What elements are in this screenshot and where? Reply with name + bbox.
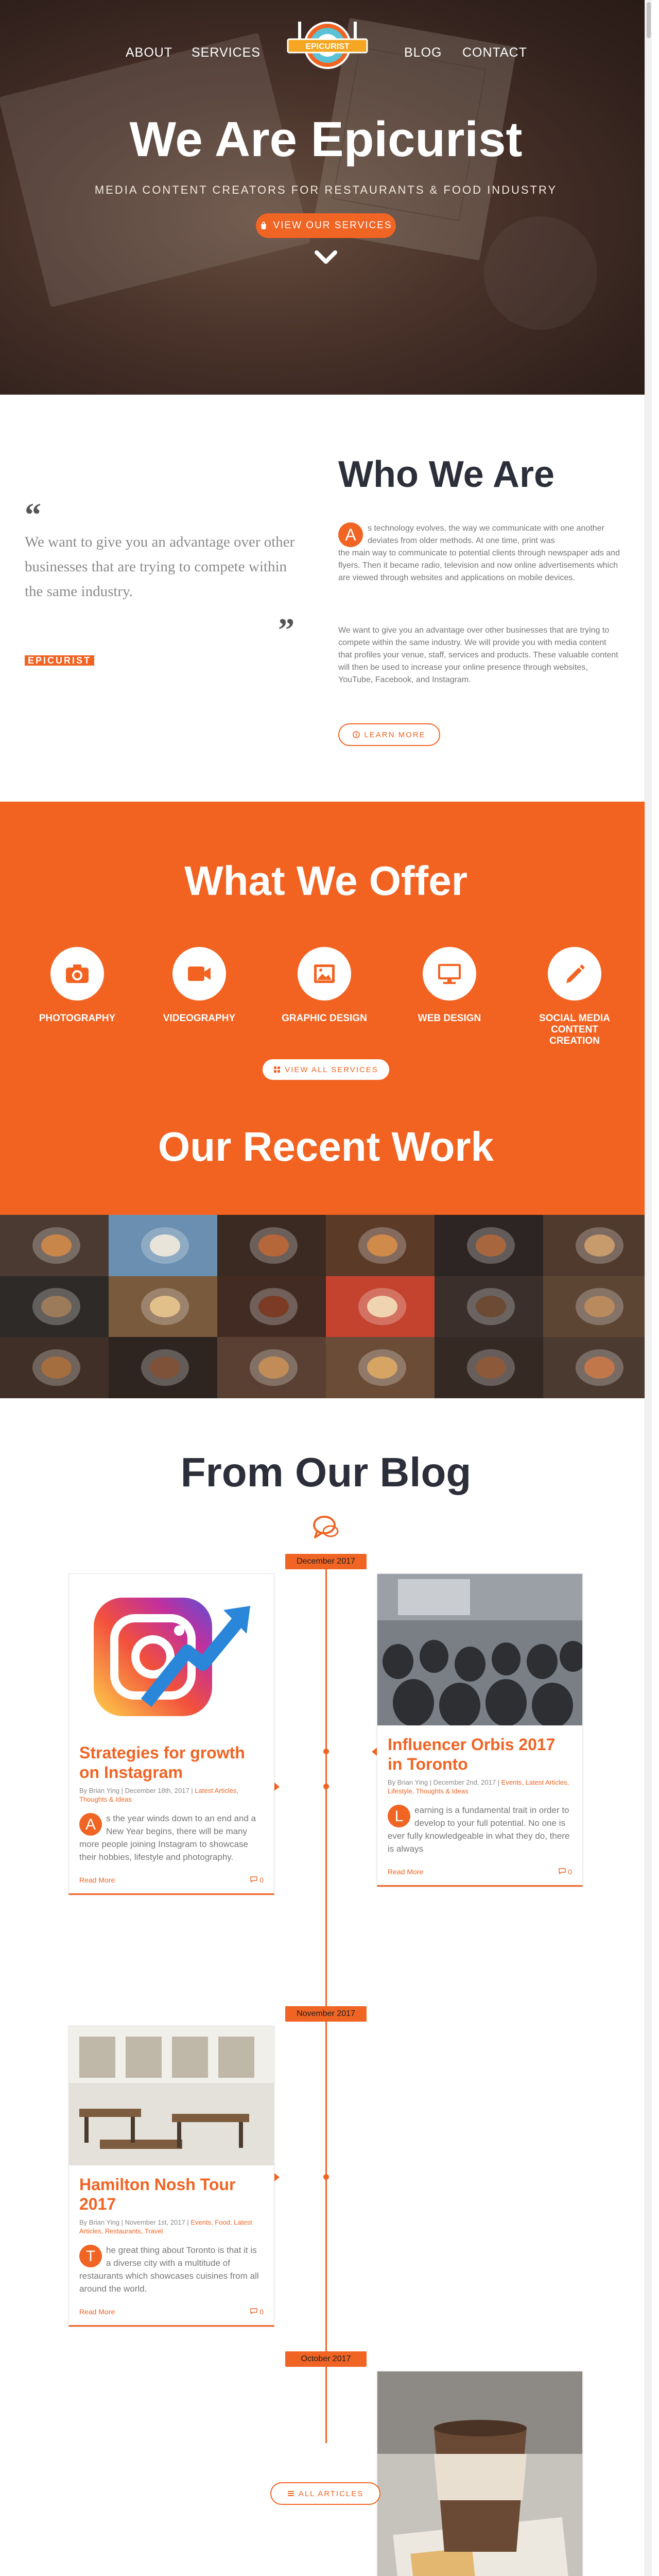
gallery-image[interactable] xyxy=(109,1337,217,1398)
gallery-image[interactable] xyxy=(326,1337,435,1398)
blog-card[interactable]: Hamilton Nosh Tour 2017 By Brian Ying | November 1st, 2017 | Events, Food, Latest Articles, Restaurants, Travel T he great thing about Toronto is that it is a diverse city with a multitude of restaurants which showcases cuisines from all around the world. Read More 0 xyxy=(68,2026,274,2327)
comment-icon xyxy=(250,2308,257,2314)
comment-count-value: 0 xyxy=(259,2308,264,2316)
gallery-image[interactable] xyxy=(0,1215,109,1276)
post-date: December 2nd, 2017 xyxy=(433,1778,496,1786)
post-title[interactable]: Influencer Orbis 2017 in Toronto xyxy=(388,1735,556,1773)
post-excerpt: s the year winds down to an end and a New Year begins, there will be many more people joining Instagram to showcase their hobbies, lifestyle and photography. xyxy=(79,1814,256,1862)
comment-icon xyxy=(559,1868,566,1874)
gallery-image[interactable] xyxy=(109,1276,217,1337)
post-image[interactable] xyxy=(69,1574,274,1734)
gallery-image[interactable] xyxy=(217,1276,326,1337)
post-date: November 1st, 2017 xyxy=(125,2218,185,2226)
who-paragraph-1-start: s technology evolves, the way we communicate with one another deviates from older methods. At one time, print was xyxy=(368,524,604,545)
bag-icon xyxy=(259,222,268,230)
view-services-button[interactable] xyxy=(256,213,396,238)
gallery-image[interactable] xyxy=(217,1215,326,1276)
instagram-growth-illustration xyxy=(69,1574,274,1734)
what-we-offer-title: What We Offer xyxy=(184,858,467,904)
monitor-icon xyxy=(437,963,462,985)
close-quote-icon: ” xyxy=(278,612,294,648)
comment-count[interactable] xyxy=(250,2308,264,2316)
epicurist-tag: EPICURIST xyxy=(25,655,94,666)
gallery-image[interactable] xyxy=(435,1215,543,1276)
learn-more-button[interactable] xyxy=(338,723,440,746)
who-quote: We want to give you an advantage over other businesses that are trying to compete within the same industry. xyxy=(25,534,295,600)
month-tag: October 2017 xyxy=(285,2351,367,2367)
offer-web-design[interactable] xyxy=(403,947,496,1024)
gallery-image[interactable] xyxy=(543,1215,652,1276)
offer-social-media[interactable] xyxy=(528,947,621,1047)
view-all-services-label: VIEW ALL SERVICES xyxy=(285,1065,378,1074)
post-image[interactable] xyxy=(377,1574,582,1725)
comment-count[interactable] xyxy=(250,1876,264,1884)
list-icon xyxy=(287,2490,294,2497)
baker-sisters-photo xyxy=(377,2371,582,2576)
read-more-link[interactable]: Read More xyxy=(79,1876,115,1884)
restaurant-interior-photo xyxy=(69,2026,274,2165)
all-articles-button[interactable] xyxy=(270,2482,380,2505)
offer-photography[interactable] xyxy=(31,947,124,1024)
gallery-image[interactable] xyxy=(109,1215,217,1276)
post-image[interactable] xyxy=(69,2026,274,2165)
post-dropcap: T xyxy=(79,2245,102,2267)
hero-title: We Are Epicurist xyxy=(129,112,523,167)
gallery-image[interactable] xyxy=(326,1276,435,1337)
post-categories[interactable]: Events, Latest Articles, Lifestyle, Thoughts & Ideas xyxy=(388,1778,569,1795)
blog-title: From Our Blog xyxy=(180,1449,472,1495)
post-date: December 18th, 2017 xyxy=(125,1787,189,1794)
offer-videography[interactable] xyxy=(153,947,246,1024)
gallery-image[interactable] xyxy=(543,1337,652,1398)
chevron-down-icon[interactable] xyxy=(313,244,339,271)
hero-subtitle: MEDIA CONTENT CREATORS FOR RESTAURANTS & FOOD INDUSTRY xyxy=(94,183,558,196)
post-dropcap: L xyxy=(388,1805,410,1827)
chat-bubbles-icon xyxy=(311,1515,341,1541)
view-services-label: VIEW OUR SERVICES xyxy=(273,220,392,231)
who-paragraph-1: the main way to communicate to potential clients through newspaper ads and flyers. Then it became radio, television and now online advertisements which are viewed through websites and applications on mobile devices. xyxy=(338,549,620,582)
logo-text: EPICURIST xyxy=(305,42,350,51)
who-we-are-title: Who We Are xyxy=(338,454,555,495)
gallery-image[interactable] xyxy=(217,1337,326,1398)
comment-count-value: 0 xyxy=(259,1876,264,1884)
read-more-link[interactable]: Read More xyxy=(388,1868,424,1876)
nav-contact[interactable]: CONTACT xyxy=(462,45,527,60)
month-tag: November 2017 xyxy=(285,2006,367,2022)
all-articles-label: ALL ARTICLES xyxy=(298,2489,364,2498)
scrollbar-thumb[interactable] xyxy=(647,2,651,38)
nav-about[interactable]: ABOUT xyxy=(126,45,173,60)
info-icon xyxy=(353,731,360,738)
offer-label: PHOTOGRAPHY xyxy=(39,1013,116,1024)
pencil-icon xyxy=(563,962,586,985)
post-categories[interactable]: Events, Food, Latest Articles, Restaurants, Travel xyxy=(79,2218,252,2235)
offer-graphic-design[interactable] xyxy=(278,947,371,1024)
gallery-image[interactable] xyxy=(0,1276,109,1337)
post-dropcap: A xyxy=(79,1813,102,1836)
gallery-image[interactable] xyxy=(435,1276,543,1337)
timeline-dot xyxy=(323,1784,329,1789)
blog-card[interactable]: Influencer Orbis 2017 in Toronto By Brian Ying | December 2nd, 2017 | Events, Latest Articles, Lifestyle, Thoughts & Ideas L earning is a fundamental trait in order to develop to your full potential. No one is ever fully knowledgeable in what they do, there is always Read More 0 xyxy=(377,1573,583,1887)
recent-work-gallery xyxy=(0,1215,652,1398)
timeline-dot xyxy=(323,1749,329,1754)
offer-label: GRAPHIC DESIGN xyxy=(282,1013,367,1024)
gallery-image[interactable] xyxy=(543,1276,652,1337)
post-excerpt: he great thing about Toronto is that it is a diverse city with a multitude of restaurants which showcases cuisines from all around the world. xyxy=(79,2245,259,2294)
video-icon xyxy=(187,964,212,983)
recent-work-title: Our Recent Work xyxy=(158,1124,494,1170)
offer-label: VIDEOGRAPHY xyxy=(163,1013,236,1024)
offer-label: SOCIAL MEDIA CONTENT CREATION xyxy=(539,1013,610,1046)
month-tag: December 2017 xyxy=(285,1554,367,1569)
timeline-line xyxy=(325,1554,327,2443)
image-icon xyxy=(313,963,336,984)
who-paragraph-2: We want to give you an advantage over other businesses that are trying to compete within the same industry. We will provide you with media content that profiles your venue, staff, services and products. These valuable content will then be used to increase your online presence through websites, YouTube, Facebook, and Instagram. xyxy=(338,626,618,684)
open-quote-icon: “ xyxy=(25,496,41,533)
nav-services[interactable]: SERVICES xyxy=(192,45,261,60)
offer-label: WEB DESIGN xyxy=(418,1013,481,1024)
conference-photo xyxy=(377,1574,582,1725)
post-author: By Brian Ying xyxy=(79,1787,120,1794)
comment-count-value: 0 xyxy=(568,1868,572,1876)
comment-icon xyxy=(250,1876,257,1883)
view-all-services-button[interactable] xyxy=(263,1059,389,1080)
nav-blog[interactable]: BLOG xyxy=(404,45,442,60)
post-author: By Brian Ying xyxy=(79,2218,120,2226)
comment-count[interactable] xyxy=(559,1868,572,1876)
blog-card[interactable] xyxy=(377,2371,583,2576)
grid-icon xyxy=(273,1066,281,1073)
read-more-link[interactable]: Read More xyxy=(79,2308,115,2316)
gallery-image[interactable] xyxy=(0,1337,109,1398)
learn-more-label: LEARN MORE xyxy=(364,730,426,739)
timeline-dot xyxy=(323,2174,329,2180)
camera-icon xyxy=(65,963,90,984)
post-author: By Brian Ying xyxy=(388,1778,428,1786)
who-dropcap: A xyxy=(338,522,363,547)
post-title[interactable]: Strategies for growth on Instagram xyxy=(79,1743,245,1782)
post-title[interactable]: Hamilton Nosh Tour 2017 xyxy=(79,2175,236,2213)
scrollbar[interactable] xyxy=(645,0,652,2576)
gallery-image[interactable] xyxy=(435,1337,543,1398)
epicurist-logo[interactable] xyxy=(279,15,376,77)
blog-card[interactable]: Strategies for growth on Instagram By Brian Ying | December 18th, 2017 | Latest Articles, Thoughts & Ideas A s the year winds down to an end and a New Year begins, there will be many more people joining Instagram to showcase their hobbies, lifestyle and photography. Read More 0 xyxy=(68,1573,274,1895)
post-excerpt: earning is a fundamental trait in order to develop to your full potential. No one is ever fully knowledgeable in what they do, there is always xyxy=(388,1805,570,1854)
post-image[interactable] xyxy=(377,2371,582,2576)
post-categories[interactable]: Latest Articles, Thoughts & Ideas xyxy=(79,1787,238,1803)
gallery-image[interactable] xyxy=(326,1215,435,1276)
